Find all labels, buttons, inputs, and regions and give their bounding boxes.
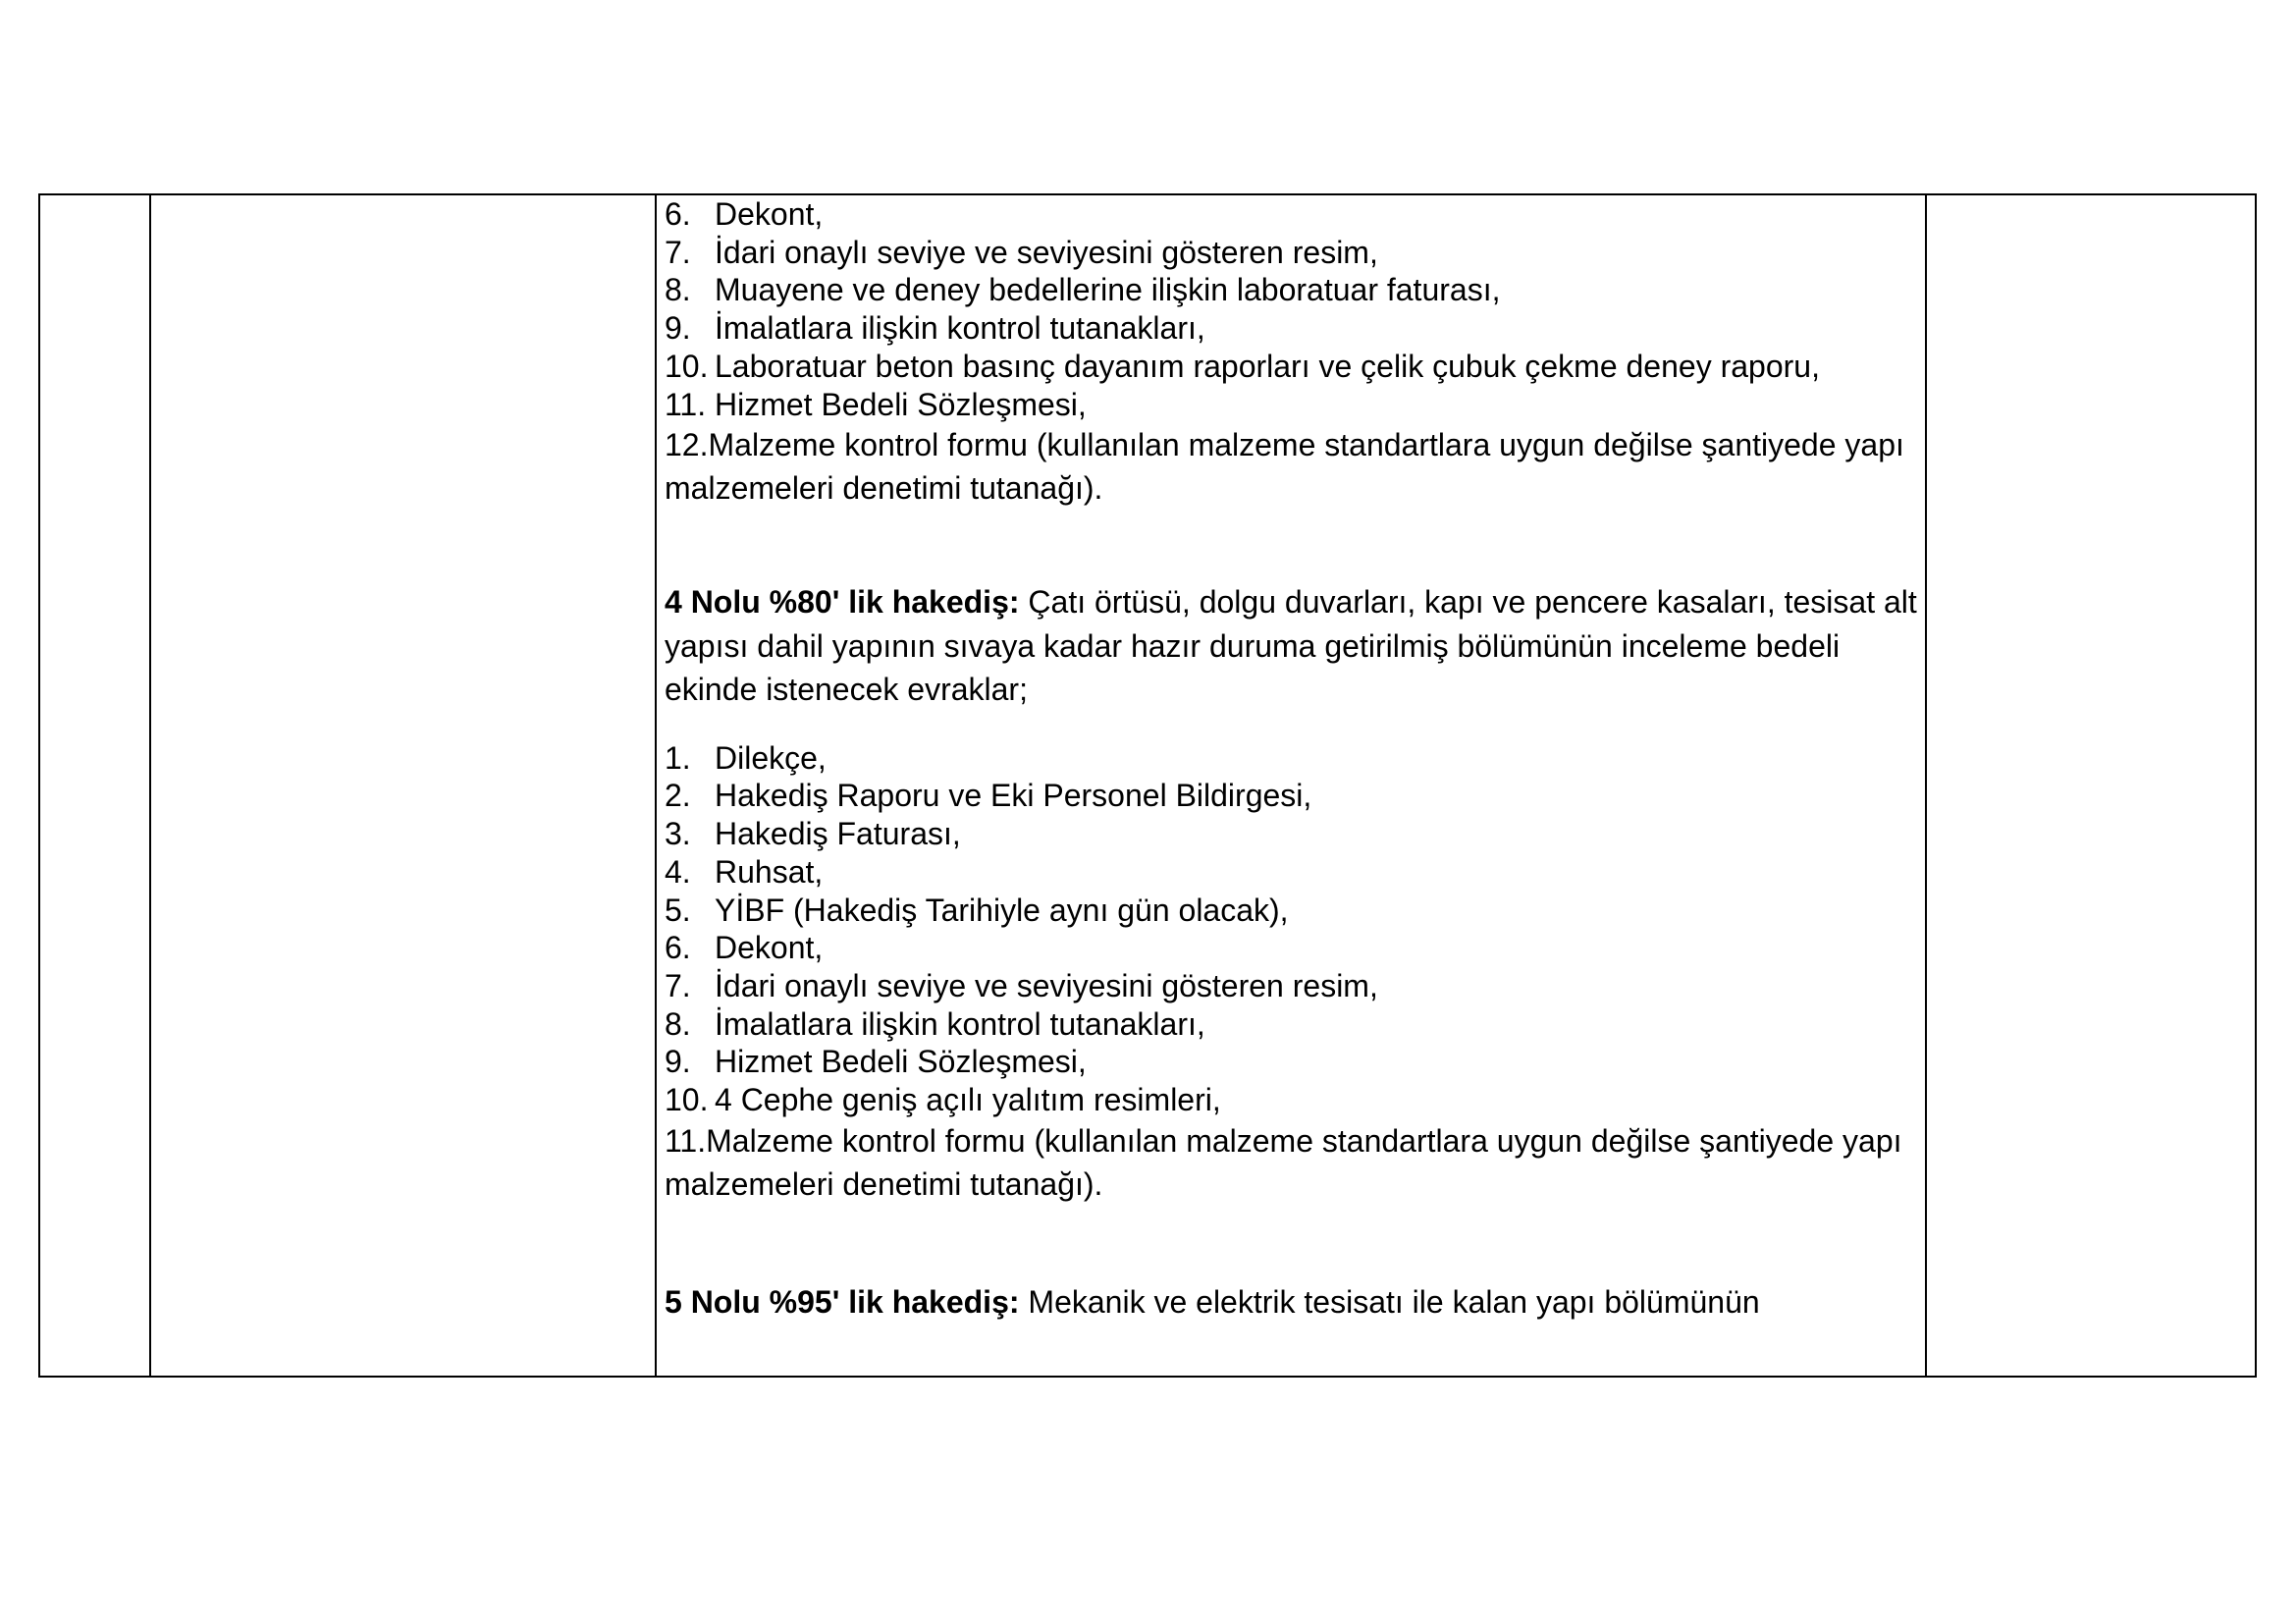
list-item	[665, 777, 1925, 815]
list-text: Ruhsat,	[715, 853, 824, 890]
list-item	[665, 853, 1925, 892]
list-item	[665, 929, 1925, 967]
list-number: 12.	[665, 427, 709, 463]
list-number: 9.	[665, 1044, 691, 1080]
index-cell	[39, 194, 150, 1377]
notes-cell	[1926, 194, 2256, 1377]
list-item	[665, 892, 1925, 930]
list-item	[665, 1081, 1925, 1119]
list-text: Laboratuar beton basınç dayanım raporları ve çelik çubuk çekme deney raporu,	[715, 348, 1820, 384]
spacer	[665, 712, 1925, 739]
list-item	[665, 967, 1925, 1005]
list-number: 11.	[665, 386, 707, 422]
list-number: 7.	[665, 967, 691, 1003]
list-item	[665, 271, 1925, 309]
list-number: 8.	[665, 1005, 691, 1042]
list-number: 11.	[665, 1122, 707, 1159]
list-number: 7.	[665, 234, 691, 270]
list-item	[665, 739, 1925, 778]
list-item	[665, 1005, 1925, 1044]
list-number: 1.	[665, 739, 691, 776]
list-text: Hakediş Raporu ve Eki Personel Bildirgesi,	[715, 778, 1312, 814]
list-text: İdari onaylı seviye ve seviyesini gösteren resim,	[715, 967, 1378, 1003]
list-text: Dekont,	[715, 930, 824, 966]
list-number: 6.	[665, 196, 691, 232]
list-text: Dilekçe,	[715, 739, 827, 776]
list-text: YİBF (Hakediş Tarihiyle aynı gün olacak),	[715, 892, 1289, 928]
list-number: 10.	[665, 1082, 709, 1118]
content-cell	[656, 194, 1926, 1377]
document-list-continued	[665, 195, 1925, 510]
list-number: 4.	[665, 853, 691, 890]
section-4-list	[665, 739, 1925, 1206]
section-5-description: Mekanik ve elektrik tesisatı ile kalan yapı bölümünün	[1019, 1283, 1760, 1320]
list-number: 2.	[665, 778, 691, 814]
list-text: Dekont,	[715, 196, 824, 232]
list-number: 9.	[665, 310, 691, 347]
list-text: 4 Cephe geniş açılı yalıtım resimleri,	[715, 1082, 1221, 1118]
list-text: Hizmet Bedeli Sözleşmesi,	[715, 386, 1087, 422]
list-text: Muayene ve deney bedellerine ilişkin laboratuar faturası,	[715, 272, 1501, 308]
title-cell	[150, 194, 656, 1377]
list-text: Malzeme kontrol formu (kullanılan malzeme standartlara uygun değilse şantiyede yapı malzemeleri denetimi tutanağı).	[665, 1122, 1902, 1202]
list-text: Hakediş Faturası,	[715, 816, 961, 852]
list-text: İdari onaylı seviye ve seviyesini gösteren resim,	[715, 234, 1378, 270]
section-5-intro	[665, 1280, 1925, 1325]
list-number: 5.	[665, 892, 691, 928]
list-item	[665, 195, 1925, 234]
list-text: Hizmet Bedeli Sözleşmesi,	[715, 1044, 1087, 1080]
section-4-description: Çatı örtüsü, dolgu duvarları, kapı ve pencere kasaları, tesisat alt yapısı dahil yapının sıvaya kadar hazır duruma getirilmiş bölümünün inceleme bedeli ekinde istenecek evraklar;	[665, 584, 1917, 708]
section-5-heading: 5 Nolu %95' lik hakediş:	[665, 1283, 1020, 1320]
list-item	[665, 386, 1925, 424]
list-text: İmalatlara ilişkin kontrol tutanakları,	[715, 310, 1205, 347]
list-text: İmalatlara ilişkin kontrol tutanakları,	[715, 1005, 1205, 1042]
section-4-intro	[665, 580, 1925, 712]
list-text: Malzeme kontrol formu (kullanılan malzeme standartlara uygun değilse şantiyede yapı malzemeleri denetimi tutanağı).	[665, 427, 1904, 507]
section-4-heading: 4 Nolu %80' lik hakediş:	[665, 584, 1020, 621]
list-item	[665, 815, 1925, 853]
list-item	[665, 309, 1925, 348]
list-item	[665, 234, 1925, 272]
list-number: 3.	[665, 816, 691, 852]
list-item	[665, 423, 1925, 510]
list-item	[665, 1119, 1925, 1206]
spacer	[665, 510, 1925, 580]
list-item	[665, 348, 1925, 386]
list-number: 10.	[665, 348, 709, 384]
spacer	[665, 1206, 1925, 1280]
content-body	[657, 195, 1925, 1324]
requirements-table	[38, 193, 2257, 1378]
list-number: 6.	[665, 930, 691, 966]
table-row	[39, 194, 2256, 1377]
list-item	[665, 1043, 1925, 1081]
list-number: 8.	[665, 272, 691, 308]
